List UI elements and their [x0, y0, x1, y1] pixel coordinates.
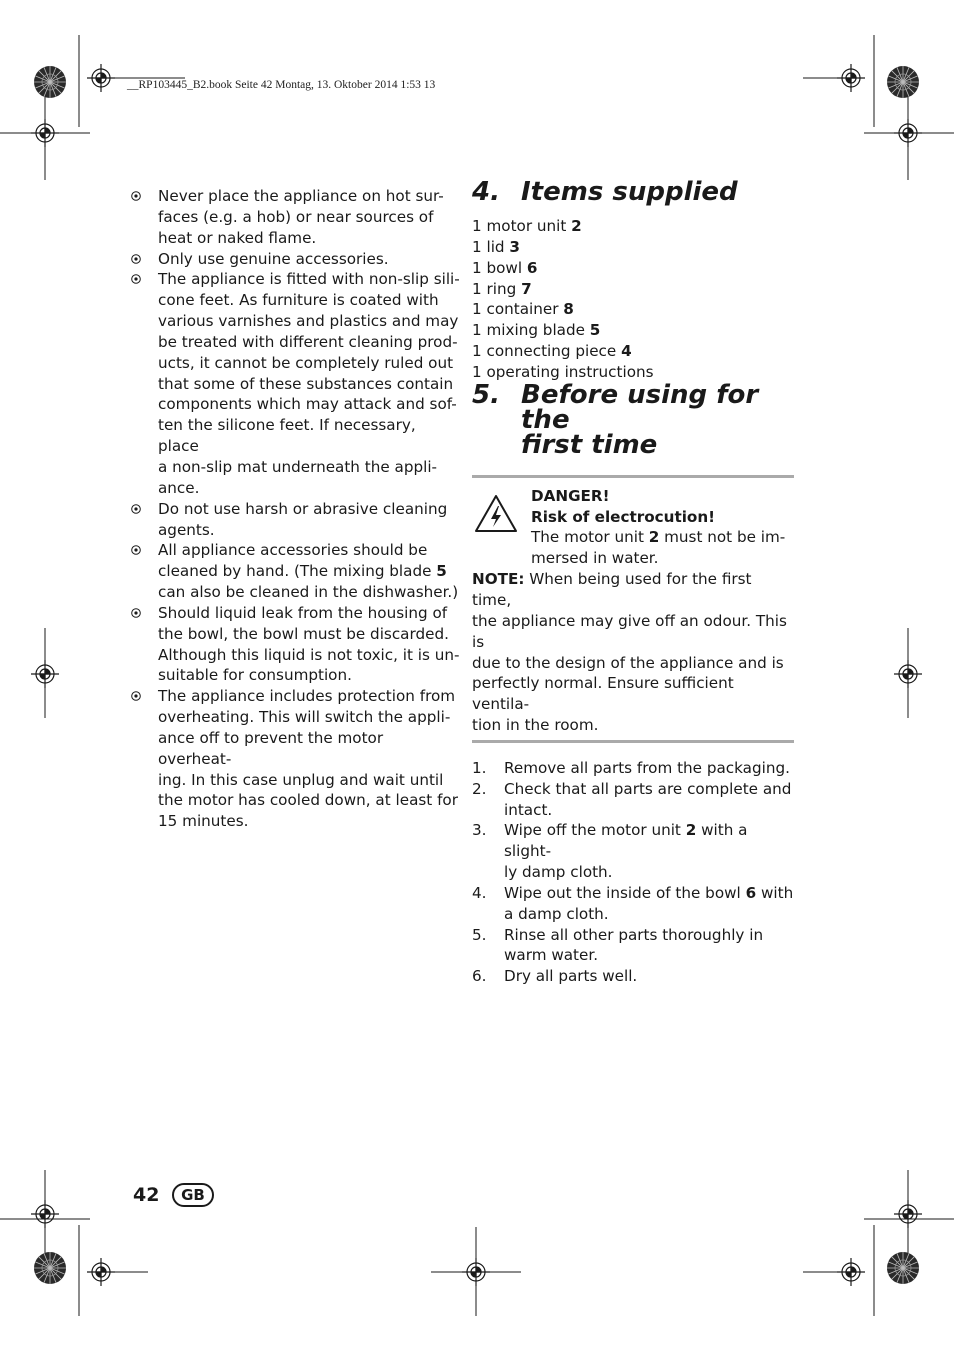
items-supplied-list [472, 216, 794, 383]
electric-hazard-icon [474, 494, 518, 533]
part-number: 2 [685, 821, 697, 840]
safety-bullet-list [131, 186, 461, 832]
step-text: Wipe off the motor unit [504, 821, 686, 840]
list-item [472, 883, 794, 925]
section-title-line2: first time [521, 429, 658, 460]
step-text: with a damp cloth. [504, 883, 794, 923]
bullet-text: All appliance accessories should be cleaned by hand. (The mixing blade [158, 541, 432, 581]
part-number: 4 [621, 342, 632, 361]
step-text: Check that all parts are complete and intact. [504, 779, 792, 819]
running-head: __RP103445_B2.book Seite 42 Montag, 13. Oktober 2014 1:53 13 [127, 79, 436, 91]
section-title-line1: Before using for the [521, 379, 759, 435]
bullet-text: The appliance includes protection from overheating. This will switch the appli- ance off to prevent the motor overheat- ing. In this case unplug and wait until the motor has cooled down, at least for 15 minutes. [158, 687, 458, 831]
step-number: 2. [472, 779, 487, 798]
list-item [131, 249, 461, 270]
section-title: Items supplied [521, 177, 738, 207]
danger-text [472, 486, 794, 569]
section-number: 4. [472, 177, 500, 207]
step-text: with a slight- ly damp cloth. [504, 821, 748, 882]
part-number: 5 [436, 562, 447, 581]
bullet-icon [131, 691, 141, 701]
part-number: 6 [745, 883, 757, 902]
item-text: 1 motor unit [472, 217, 572, 235]
bullet-text: Should liquid leak from the housing of the bowl, the bowl must be discarded. Although this liquid is not toxic, it is un- suitable for consumption. [158, 603, 460, 685]
part-number: 8 [563, 300, 574, 319]
list-item [472, 925, 794, 967]
step-number: 3. [472, 821, 487, 840]
step-text: Remove all parts from the packaging. [504, 758, 790, 777]
right-column [472, 177, 794, 987]
bullet-icon [131, 504, 141, 514]
part-number: 2 [571, 217, 582, 235]
list-item [472, 341, 794, 362]
bullet-text: The appliance is fitted with non-slip sili- cone feet. As furniture is coated with various varnishes and plastics and may be treated with different cleaning prod- ucts, it cannot be completely ruled out that some of these substances contain components which may attack and sof- ten the silicone feet. If necessary, place a non-slip mat underneath the appli- ance. [158, 270, 460, 497]
item-text: 1 bowl [472, 258, 527, 277]
list-item [472, 779, 794, 821]
list-item [472, 758, 794, 779]
item-text: 1 connecting piece [472, 342, 622, 361]
bullet-icon [131, 191, 141, 201]
danger-body: must not be im- mersed in water. [531, 528, 786, 568]
danger-subheading: Risk of electrocution! [531, 507, 716, 526]
section-heading-before-first-use [472, 379, 794, 460]
step-text: Wipe out the inside of the bowl [504, 883, 746, 902]
list-item [131, 686, 461, 832]
part-number: 3 [509, 237, 520, 256]
step-number: 6. [472, 967, 487, 986]
part-number: 6 [526, 258, 538, 277]
item-text: 1 operating instructions [472, 362, 654, 381]
list-item [472, 258, 794, 279]
list-item [131, 269, 461, 498]
bullet-icon [131, 608, 141, 618]
list-item [472, 299, 794, 320]
step-text: Rinse all other parts thoroughly in warm water. [504, 925, 764, 965]
bullet-icon [131, 545, 141, 555]
item-text: 1 ring [472, 279, 522, 298]
item-text: 1 lid [472, 237, 510, 256]
bullet-text: can also be cleaned in the dishwasher.) [158, 583, 459, 602]
list-item [131, 499, 461, 541]
bullet-icon [131, 274, 141, 284]
bullet-text: Only use genuine accessories. [158, 249, 389, 268]
step-number: 1. [472, 758, 487, 777]
item-text: 1 container [472, 300, 564, 319]
list-item [472, 820, 794, 883]
bullet-text: Do not use harsh or abrasive cleaning agents. [158, 499, 448, 539]
step-text: Dry all parts well. [504, 967, 638, 986]
part-number: 2 [648, 528, 660, 547]
list-item [472, 966, 794, 987]
danger-body: The motor unit [531, 528, 649, 547]
item-text: 1 mixing blade [472, 321, 590, 340]
country-badge: GB [172, 1183, 214, 1207]
note-label: NOTE: [472, 570, 525, 589]
list-item [472, 216, 794, 237]
list-item [472, 320, 794, 341]
note-text: When being used for the first time, the appliance may give off an odour. This is due to the design of the appliance and is perfectly normal. Ensure sufficient ventila- tion in the room. [472, 570, 787, 735]
section-number: 5. [472, 379, 500, 410]
steps-list [472, 758, 794, 987]
list-item [472, 237, 794, 258]
section-heading-items-supplied [472, 177, 794, 207]
list-item [131, 186, 461, 249]
page-number: 42 [133, 1184, 160, 1206]
list-item [131, 540, 461, 603]
step-number: 4. [472, 883, 487, 902]
part-number: 5 [589, 321, 601, 340]
step-number: 5. [472, 925, 487, 944]
list-item [131, 603, 461, 686]
danger-notice-box [472, 475, 794, 743]
bullet-icon [131, 254, 141, 264]
list-item [472, 279, 794, 300]
bullet-text: Never place the appliance on hot sur- faces (e.g. a hob) or near sources of heat or naked flame. [158, 187, 444, 247]
note [472, 569, 794, 736]
part-number: 7 [521, 279, 532, 298]
danger-heading: DANGER! [531, 486, 610, 505]
